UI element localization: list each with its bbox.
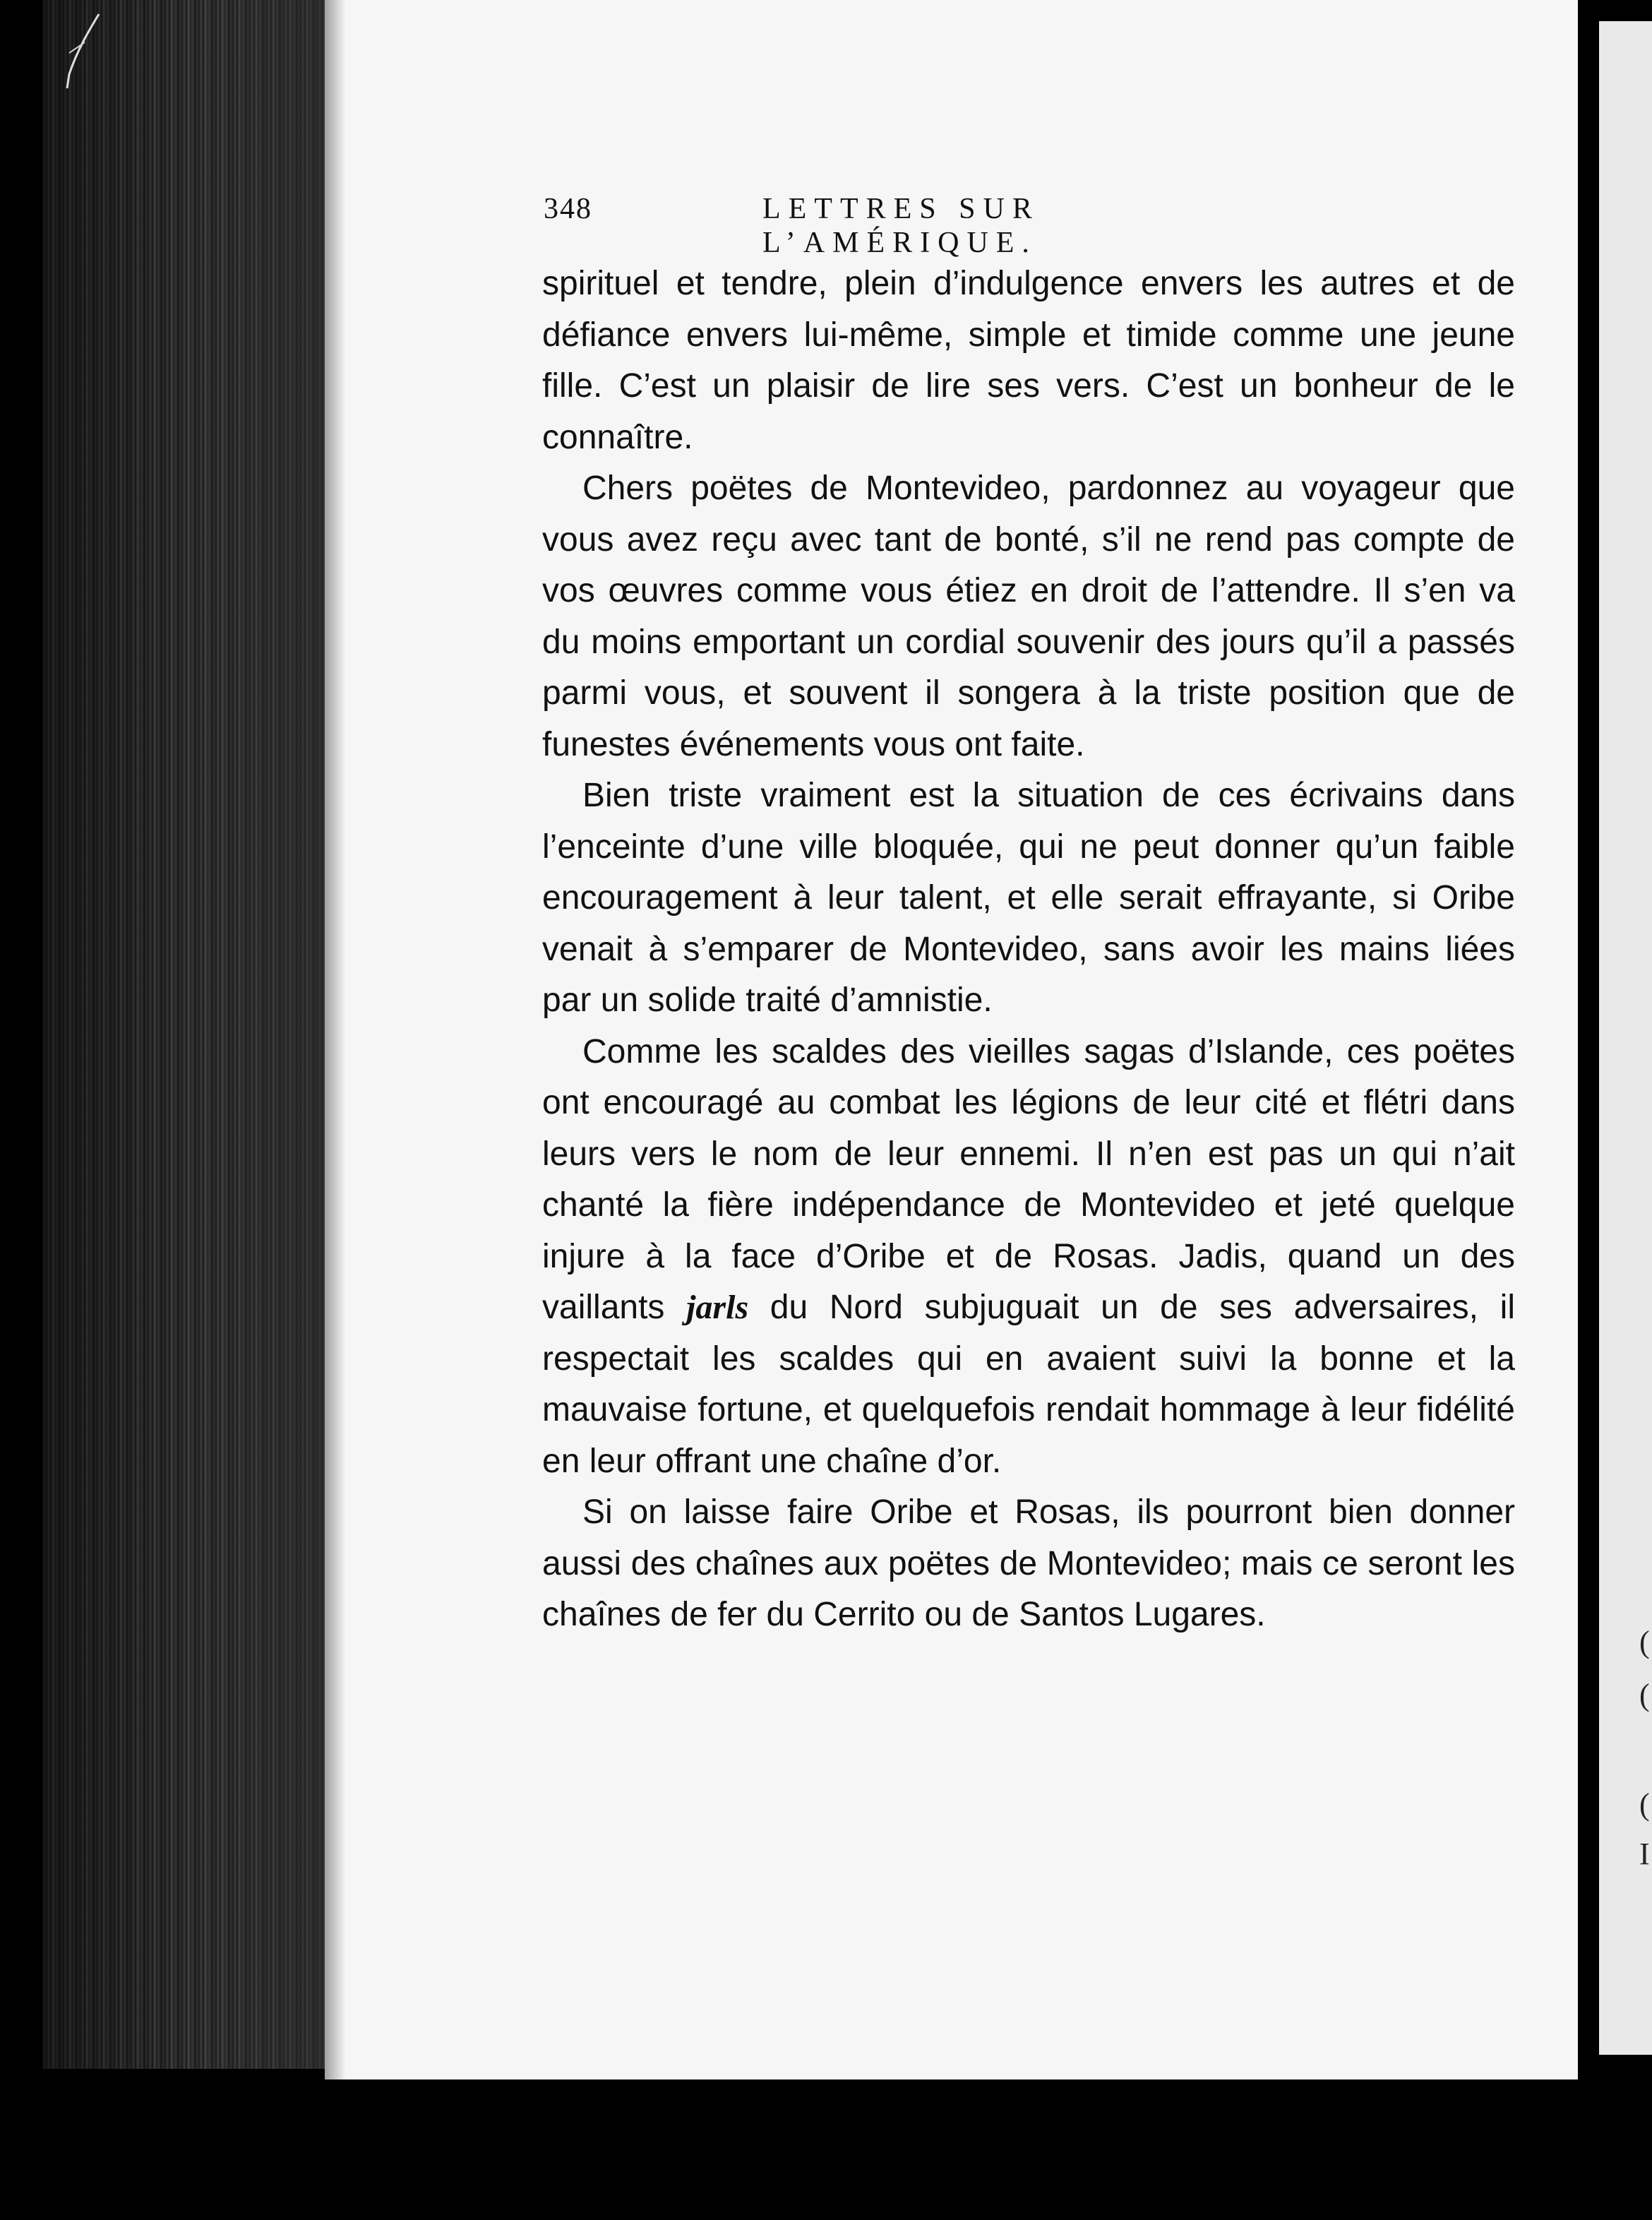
book-page-edges — [42, 0, 325, 2069]
edge-glyph: ( — [1639, 1678, 1650, 1712]
paragraph: Si on laisse faire Oribe et Rosas, ils pourront bien donner aussi des chaînes aux poëtes de Montevideo; mais ce seront les chaînes de fer du Cerrito ou de Santos Lugares. — [542, 1493, 1515, 1633]
page-header — [544, 192, 1313, 259]
page-number: 348 — [544, 193, 592, 225]
paragraph: spirituel et tendre, plein d’indulgence envers les autres et de défiance envers lui-même, simple et timide comme une jeune fille. C’est un plaisir de lire ses vers. C’est un bonheur de le connaître. — [542, 265, 1515, 456]
paragraph-text: Comme les scaldes des vieilles sagas d’Islande, ces poëtes ont encouragé au combat les légions de leur cité et flétri dans leurs vers le nom de leur ennemi. Il n’en est pas un qui n’ait chanté la fière indépendance de Montevideo et jeté quelque injure à la face d’Oribe et de Rosas. Jadis, quand un des vaillants — [542, 1032, 1515, 1326]
adjacent-page-strip — [1578, 21, 1652, 2055]
edge-glyph: I — [1639, 1837, 1650, 1871]
paragraph: Chers poëtes de Montevideo, pardonnez au voyageur que vous avez reçu avec tant de bonté, s’il ne rend pas compte de vos œuvres comme vous étiez en droit de l’attendre. Il s’en va du moins emportant un cordial souvenir des jours qu’il a passés parmi vous, et souvent il songera à la triste position que de funestes événements vous ont faite. — [542, 470, 1515, 763]
paragraph: Bien triste vraiment est la situation de ces écrivains dans l’enceinte d’une ville bloquée, qui ne peut donner qu’un faible encouragement à leur talent, et elle serait effrayante, si Oribe venait à s’emparer de Montevideo, sans avoir les mains liées par un solide traité d’amnistie. — [542, 777, 1515, 1019]
running-title: LETTRES SUR L’AMÉRIQUE. — [762, 193, 1040, 259]
italic-term: jarls — [686, 1289, 749, 1326]
edge-glyph: ( — [1639, 1787, 1650, 1822]
edge-glyph: ( — [1639, 1625, 1650, 1659]
pencil-mark — [56, 11, 106, 95]
adjacent-page — [1599, 21, 1652, 2055]
paragraph — [542, 1027, 1515, 1488]
paragraph-text: du Nord subjuguait un de ses adversaires, il respectait les scaldes qui en avaient suivi la bonne et la mauvaise fortune, et quelquefois rendait hommage à leur fidélité en leur offrant une chaîne d’or. — [542, 1289, 1516, 1480]
body-text — [542, 258, 1515, 1641]
